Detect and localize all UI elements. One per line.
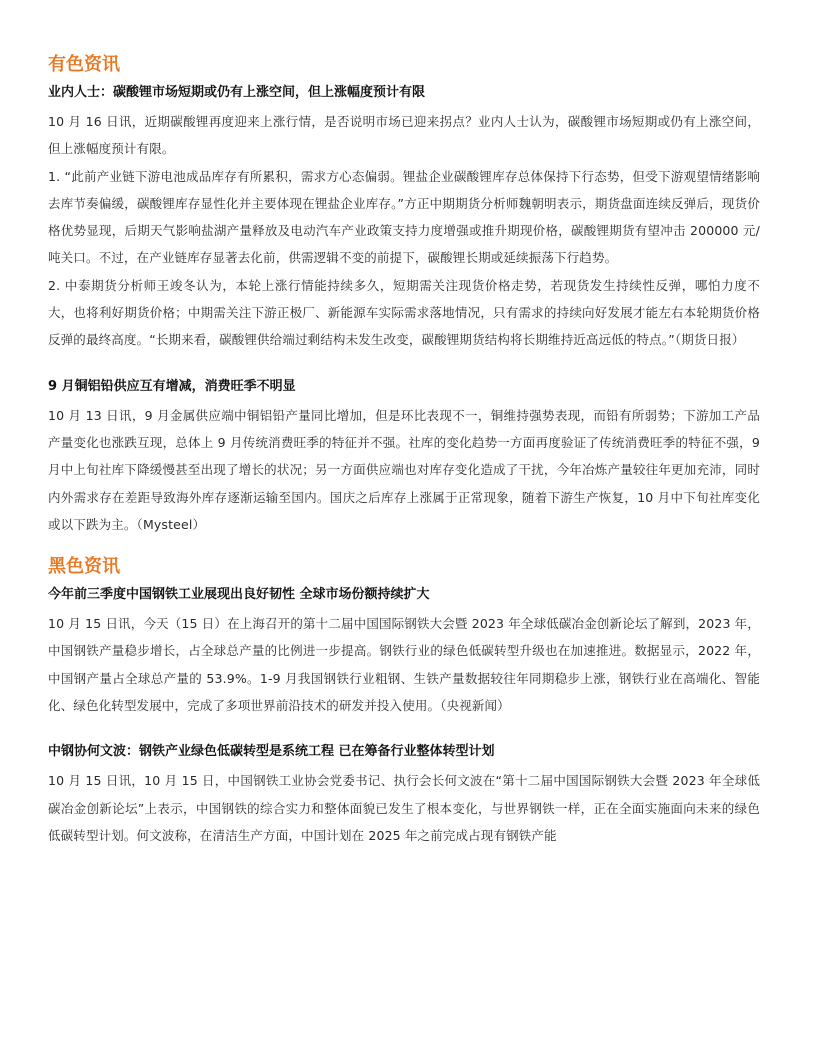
article-title: 中钢协何文波：钢铁产业绿色低碳转型是系统工程 已在筹备行业整体转型计划 xyxy=(48,744,495,760)
article-paragraph: 10 月 16 日讯，近期碳酸锂再度迎来上涨行情，是否说明市场已迎来拐点？业内人士认为，碳酸锂市场短期或仍有上涨空间，但上涨幅度预计有限。 xyxy=(48,114,760,157)
section-title: 有色资讯 xyxy=(48,54,120,75)
article-paragraph: 10 月 15 日讯，今天（15 日）在上海召开的第十二届中国国际钢铁大会暨 2023 年全球低碳冶金创新论坛了解到，2023 年，中国钢铁产量稳步增长，占全球总产量的比例进一步提高。钢铁行业的绿色低碳转型升级也在加速推进。数据显示，2022 年，中国钢产量占全球总产量的 53.9%。1-9 月我国钢铁行业粗钢、生铁产量数据较往年同期稳步上涨，钢铁行业在高端化、智能化、绿色化转型发展中，完成了多项世界前沿技术的研发并投入使用。（央视新闻） xyxy=(48,616,760,714)
article-paragraph: 10 月 13 日讯，9 月金属供应端中铜铝铅产量同比增加，但是环比表现不一，铜维持强势表现，而铅有所弱势；下游加工产品产量变化也涨跌互现，总体上 9 月传统消费旺季的特征并不强。社库的变化趋势一方面再度验证了传统消费旺季的特征不强，9 月中上旬社库下降缓慢甚至出现了增长的状况；另一方面供应端也对库存变化造成了干扰，今年冶炼产量较往年更加充沛，同时内外需求存在差距导致海外库存逐渐运输至国内。国庆之后库存上涨属于正常现象，随着下游生产恢复，10 月中下旬社库变化或以下跌为主。（Mysteel） xyxy=(48,407,760,532)
article-title: 今年前三季度中国钢铁工业展现出良好韧性 全球市场份额持续扩大 xyxy=(48,587,430,603)
article-paragraph: 1. “此前产业链下游电池成品库存有所累积，需求方心态偏弱。锂盐企业碳酸锂库存总体保持下行态势，但受下游观望情绪影响去库节奏偏缓，碳酸锂库存显性化并主要体现在锂盐企业库存。”方正中期期货分析师魏朝明表示，期货盘面连续反弹后，现货价格优势显现，后期天气影响盐湖产量释放及电动汽车产业政策支持力度增强或推升期现价格，碳酸锂期货有望冲击 200000 元/吨关口。不过，在产业链库存显著去化前，供需逻辑不变的前提下，碳酸锂长期或延续振荡下行趋势。 xyxy=(48,168,760,266)
section-ferrous xyxy=(48,554,760,849)
article-title: 9 月铜铝铅供应互有增减，消费旺季不明显 xyxy=(48,378,296,394)
article-title: 业内人士：碳酸锂市场短期或仍有上涨空间，但上涨幅度预计有限 xyxy=(48,85,426,100)
document-page xyxy=(48,52,760,849)
section-title: 黑色资讯 xyxy=(48,556,120,578)
section-nonferrous xyxy=(48,52,760,538)
article xyxy=(48,584,760,719)
article xyxy=(48,741,760,849)
article-paragraph: 10 月 15 日讯，10 月 15 日，中国钢铁工业协会党委书记、执行会长何文波在“第十二届中国国际钢铁大会暨 2023 年全球低碳冶金创新论坛”上表示，中国钢铁的综合实力和整体面貌已发生了根本变化，与世界钢铁一样，正在全面实施面向未来的绿色低碳转型计划。何文波称，在清洁生产方面，中国计划在 2025 年之前完成占现有钢铁产能 xyxy=(48,773,760,843)
article xyxy=(48,376,760,538)
article xyxy=(48,82,760,354)
article-paragraph: 2. 中泰期货分析师王竣冬认为，本轮上涨行情能持续多久，短期需关注现货价格走势，若现货发生持续性反弹，哪怕力度不大，也将利好期货价格；中期需关注下游正极厂、新能源车实际需求落地情况，只有需求的持续向好发展才能左右本轮期货价格反弹的最终高度。“长期来看，碳酸锂供给端过剩结构未发生改变，碳酸锂期货结构将长期维持近高远低的特点。”（期货日报） xyxy=(48,277,760,348)
